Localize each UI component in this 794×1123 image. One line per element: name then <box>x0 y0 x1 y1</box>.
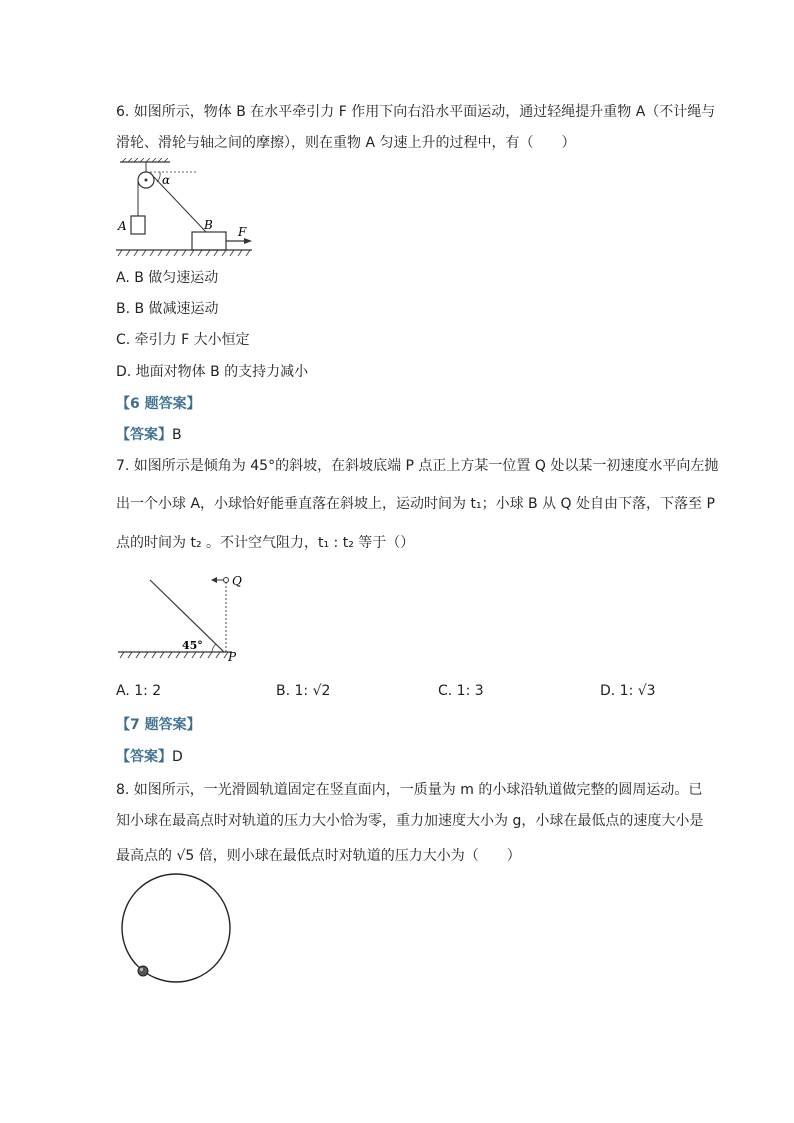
q6-text-line2: 滑轮、滑轮与轴之间的摩擦），则在重物 A 匀速上升的过程中，有（ ） <box>116 135 576 151</box>
q8-text-line2: 知小球在最高点时对轨道的压力大小恰为零，重力加速度大小为 g，小球在最低点的速度大小是 <box>116 813 704 829</box>
q6-answer-value: B <box>172 427 182 443</box>
q7-text-line2: 出一个小球 A，小球恰好能垂直落在斜坡上，运动时间为 t₁；小球 B 从 Q 处自由下落，下落至 P <box>116 496 715 512</box>
q6-answer-header: 【6 题答案】 <box>116 396 201 412</box>
q7-text-line3: 点的时间为 t₂ 。不计空气阻力，t₁ : t₂ 等于（） <box>116 535 415 551</box>
angle-label: 45° <box>182 639 203 652</box>
q6-option-d: D. 地面对物体 B 的支持力减小 <box>116 364 309 380</box>
q8-text-line1: 8. 如图所示，一光滑圆轨道固定在竖直面内，一质量为 m 的小球沿轨道做完整的圆周运动。已 <box>116 782 703 798</box>
q6-option-a: A. B 做匀速运动 <box>116 270 219 286</box>
q6-option-c: C. 牵引力 F 大小恒定 <box>116 332 250 348</box>
q7-answer <box>116 747 183 767</box>
circular-track <box>122 874 230 982</box>
q7-slope-figure <box>116 570 246 664</box>
point-p-label: P <box>228 650 237 664</box>
q7-text-line1: 7. 如图所示是倾角为 45°的斜坡，在斜坡底端 P 点正上方某一位置 Q 处以某一初速度水平向左抛 <box>116 458 719 474</box>
q8-circle-track-figure <box>118 860 240 994</box>
q7-option-d: D. 1: √3 <box>600 683 656 699</box>
q7-answer-header: 【7 题答案】 <box>116 717 201 733</box>
q7-option-c: C. 1: 3 <box>438 683 484 699</box>
block-b-label: B <box>204 218 213 232</box>
block-a-label: A <box>118 219 127 233</box>
q6-answer-label: 【答案】 <box>116 427 172 443</box>
q6-pulley-figure <box>112 158 260 260</box>
q6-option-b: B. B 做减速运动 <box>116 301 219 317</box>
ball <box>138 966 148 976</box>
alpha-label: α <box>162 173 171 187</box>
q8-text-line3: 最高点的 √5 倍，则小球在最低点时对轨道的压力大小为（ ） <box>116 848 521 864</box>
q7-option-b: B. 1: √2 <box>276 683 331 699</box>
q7-option-a: A. 1: 2 <box>116 683 162 699</box>
force-f-label: F <box>238 225 247 239</box>
q7-answer-value: D <box>172 749 183 765</box>
point-q-label: Q <box>232 574 242 588</box>
q7-answer-label: 【答案】 <box>116 749 172 765</box>
q6-answer <box>116 425 182 445</box>
q6-text-line1: 6. 如图所示，物体 B 在水平牵引力 F 作用下向右沿水平面运动，通过轻绳提升重物 A（不计绳与 <box>116 104 716 120</box>
